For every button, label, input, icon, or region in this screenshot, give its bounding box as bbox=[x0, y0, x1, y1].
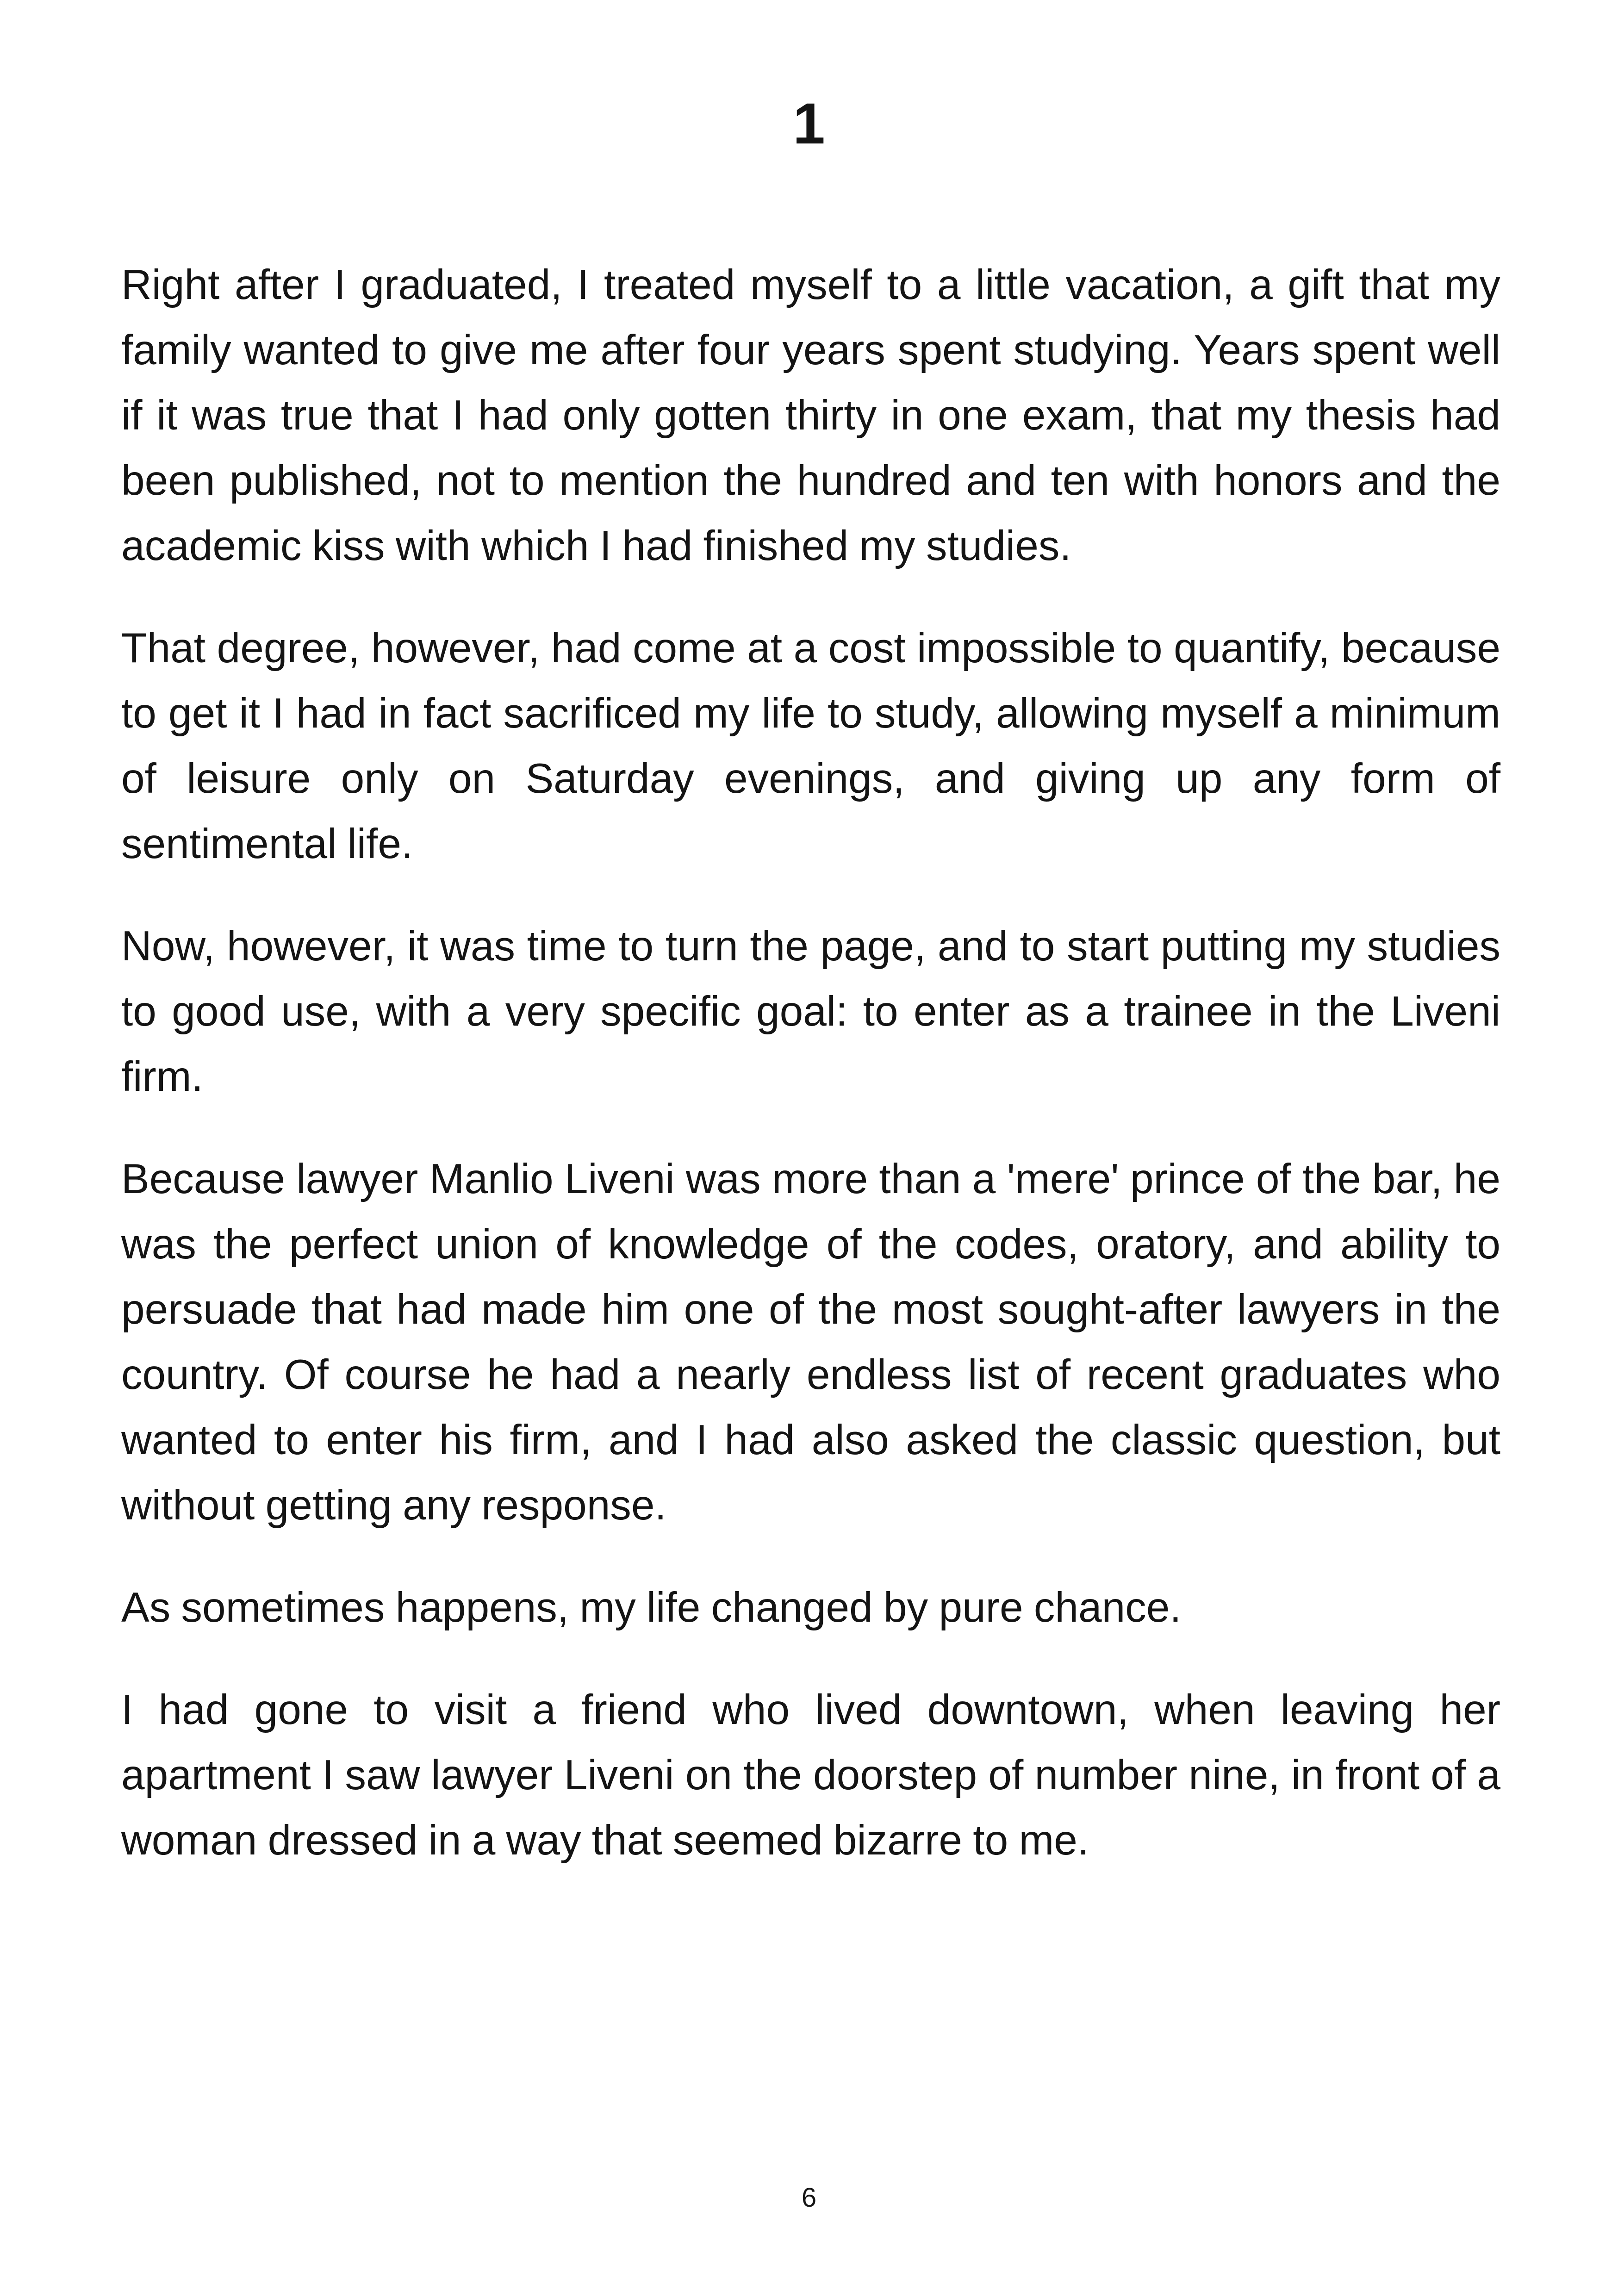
paragraph: Because lawyer Manlio Liveni was more than a 'mere' prince of the bar, he was the perfect union of knowledge of the codes, oratory, and ability to persuade that had made him one of the most sought-after lawyers in the country. Of course he had a nearly endless list of recent graduates who wanted to enter his firm, and I had also asked the classic question, but without getting any response. bbox=[121, 1156, 1500, 1529]
page-number: 6 bbox=[801, 2183, 817, 2213]
chapter-number: 1 bbox=[793, 92, 825, 156]
paragraph: That degree, however, had come at a cost impossible to quantify, because to get it I had in fact sacrificed my life to study, allowing myself a minimum of leisure only on Saturday evenings, and giving up any form of sentimental life. bbox=[121, 625, 1500, 867]
paragraph: I had gone to visit a friend who lived downtown, when leaving her apartment I saw lawyer Liveni on the doorstep of number nine, in front of a woman dressed in a way that seemed bizarre to me. bbox=[121, 1686, 1500, 1864]
paragraph: Now, however, it was time to turn the page, and to start putting my studies to good use, with a very specific goal: to enter as a trainee in the Liveni firm. bbox=[121, 923, 1500, 1100]
paragraph: Right after I graduated, I treated myself to a little vacation, a gift that my family wanted to give me after four years spent studying. Years spent well if it was true that I had only gotten thirty in one exam, that my thesis had been published, not to mention the hundred and ten with honors and the academic kiss with which I had finished my studies. bbox=[121, 261, 1500, 569]
paragraph: As sometimes happens, my life changed by pure chance. bbox=[121, 1584, 1182, 1631]
chapter-body bbox=[121, 252, 1500, 1910]
